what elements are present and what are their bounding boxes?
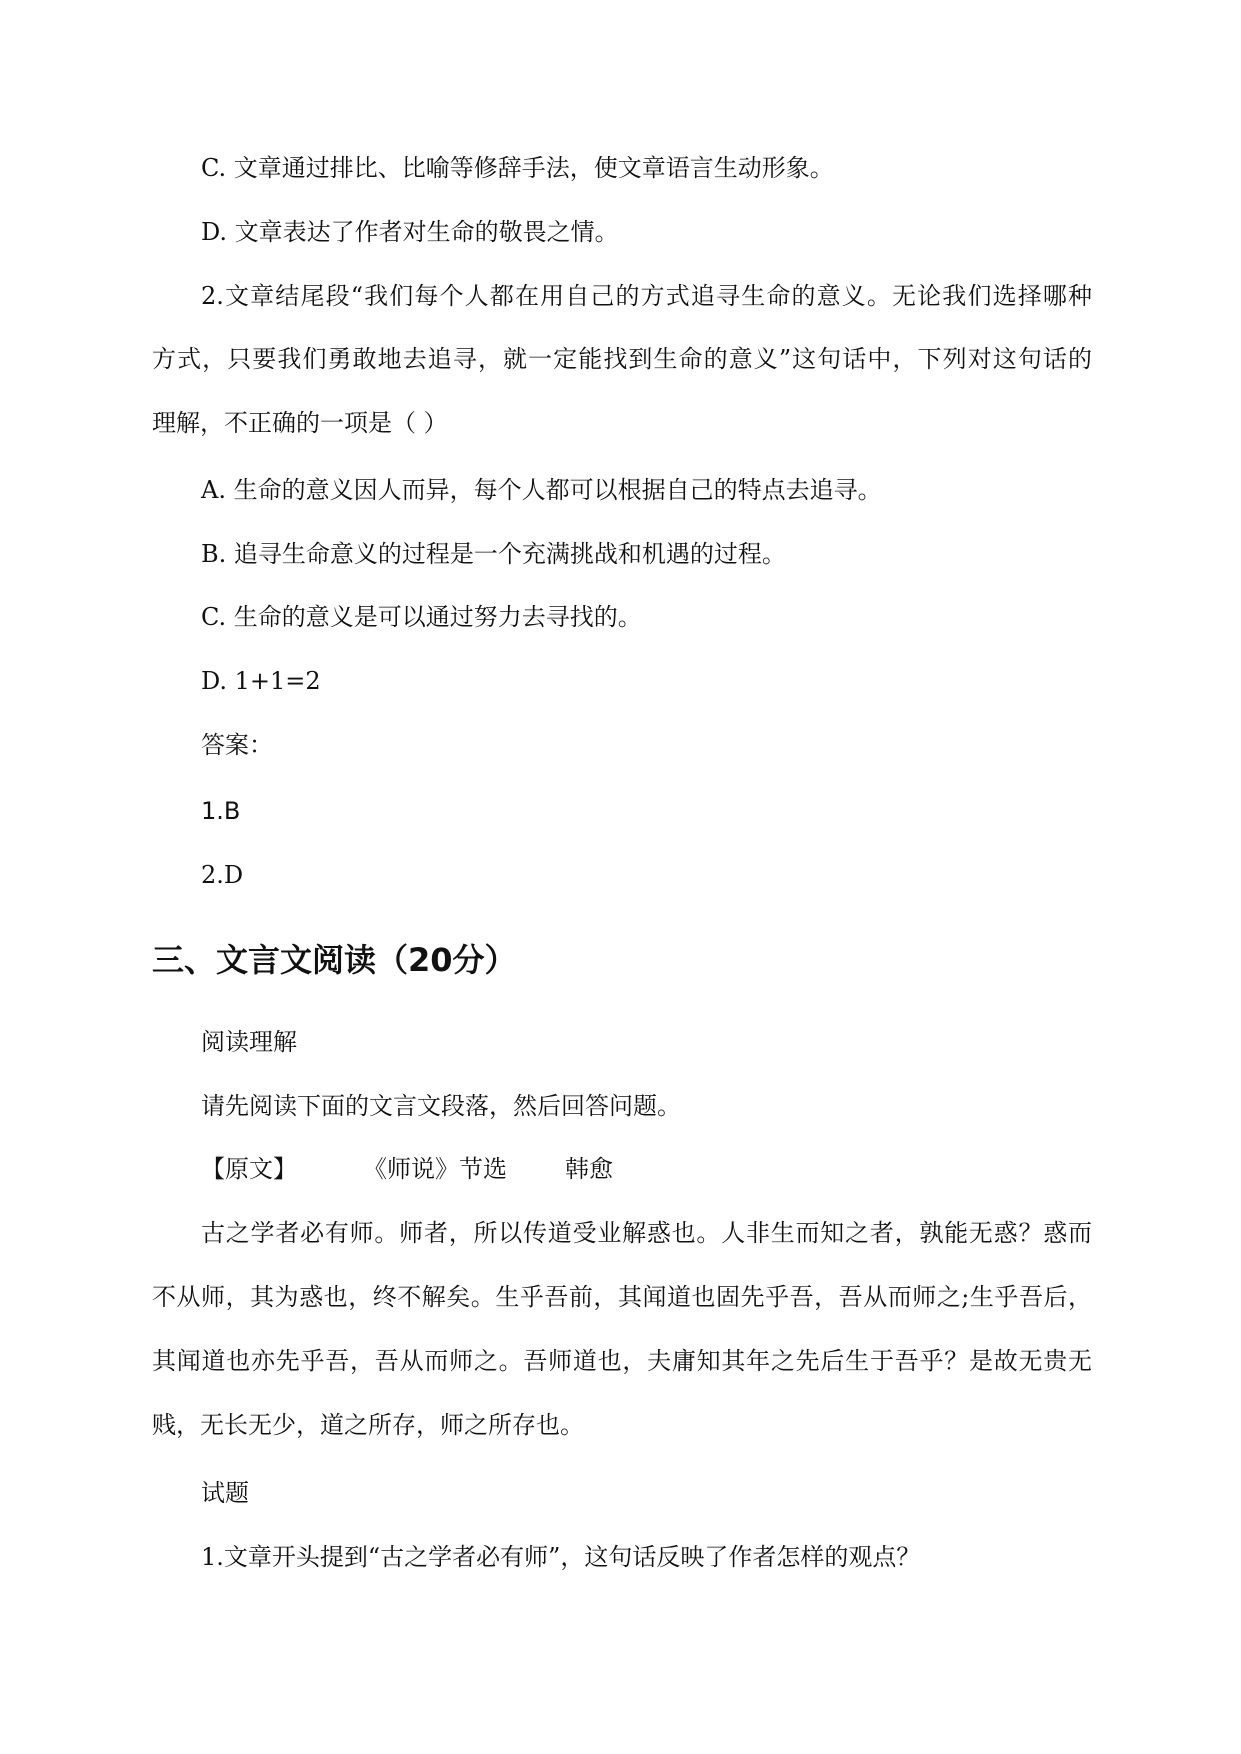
passage-line-1: 古之学者必有师。师者，所以传道受业解惑也。人非生而知之者，孰能无惑？惑而 (201, 1219, 1092, 1247)
source-title: 《师说》节选 (363, 1155, 507, 1183)
source-author: 韩愈 (565, 1155, 613, 1183)
q2-stem-line-3: 理解，不正确的一项是（ ） (152, 409, 448, 437)
q2-option-c: C. 生命的意义是可以通过努力去寻找的。 (201, 603, 642, 631)
q2-option-d: D. 1+1=2 (201, 667, 321, 695)
q1-option-c: C. 文章通过排比、比喻等修辞手法，使文章语言生动形象。 (201, 154, 834, 182)
answer-1: 1.B (201, 797, 241, 825)
source-label: 【原文】 (201, 1155, 297, 1183)
passage-line-2: 不从师，其为惑也，终不解矣。生乎吾前，其闻道也固先乎吾，吾从而师之;生乎吾后， (152, 1283, 1092, 1311)
reading-instruction: 请先阅读下面的文言文段落，然后回答问题。 (201, 1092, 681, 1120)
q2-option-b: B. 追寻生命意义的过程是一个充满挑战和机遇的过程。 (201, 540, 786, 568)
source-line (201, 1153, 613, 1185)
reading-subheading: 阅读理解 (201, 1028, 297, 1056)
section-3-heading: 三、文言文阅读（20分） (152, 941, 517, 979)
q1-option-d: D. 文章表达了作者对生命的敬畏之情。 (201, 218, 619, 246)
q2-option-a: A. 生命的意义因人而异，每个人都可以根据自己的特点去追寻。 (201, 476, 882, 504)
q2-stem-line-1: 2.文章结尾段“我们每个人都在用自己的方式追寻生命的意义。无论我们选择哪种 (201, 282, 1092, 310)
question-1: 1.文章开头提到“古之学者必有师”，这句话反映了作者怎样的观点？ (201, 1543, 921, 1571)
answer-label: 答案： (201, 731, 273, 759)
passage-line-3: 其闻道也亦先乎吾，吾从而师之。吾师道也，夫庸知其年之先后生于吾乎？是故无贵无 (152, 1347, 1092, 1375)
passage-line-4: 贱，无长无少，道之所存，师之所存也。 (152, 1411, 584, 1439)
questions-label: 试题 (201, 1479, 249, 1507)
answer-2: 2.D (201, 861, 244, 889)
q2-stem-line-2: 方式，只要我们勇敢地去追寻，就一定能找到生命的意义”这句话中，下列对这句话的 (152, 345, 1092, 373)
